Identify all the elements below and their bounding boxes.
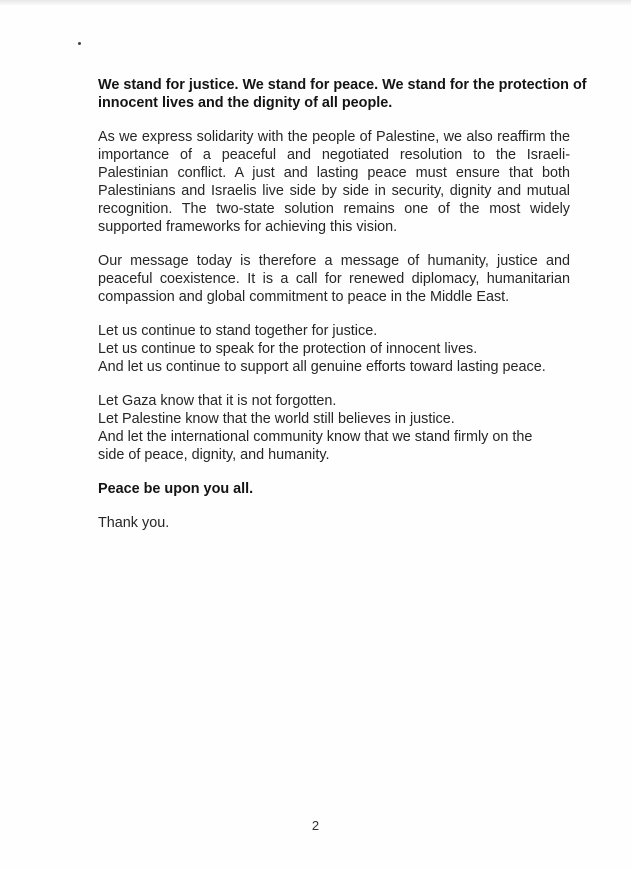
paragraph-line: peaceful coexistence. It is a call for renewed diplomacy, humanitarian [98, 271, 570, 287]
paragraph-line: side of peace, dignity, and humanity. [98, 447, 330, 463]
paragraph-line: compassion and global commitment to peace in the Middle East. [98, 289, 510, 305]
paragraph-message [98, 252, 570, 306]
paragraph-line: Let Gaza know that it is not forgotten. [98, 393, 337, 409]
paragraph-line: As we express solidarity with the people of Palestine, we also reaffirm the [98, 129, 570, 145]
closing-thanks [98, 514, 570, 532]
paragraph-line: Palestinian conflict. A just and lasting peace must ensure that both [98, 165, 570, 181]
paragraph-continue [98, 322, 570, 376]
paragraph-solidarity [98, 128, 570, 236]
paragraph-line: importance of a peaceful and negotiated resolution to the Israeli- [98, 147, 570, 163]
paragraph-line: And let the international community know that we stand firmly on the [98, 429, 533, 445]
paragraph-line: Our message today is therefore a message of humanity, justice and [98, 253, 570, 269]
closing-thanks-text: Thank you. [98, 515, 170, 531]
document-body [98, 76, 587, 548]
paragraph-line: And let us continue to support all genuine efforts toward lasting peace. [98, 359, 546, 375]
paragraph-line: Palestinians and Israelis live side by side in security, dignity and mutual [98, 183, 570, 199]
intro-heading-line: We stand for justice. We stand for peace. We stand for the protection of [98, 77, 587, 93]
paragraph-line: Let Palestine know that the world still believes in justice. [98, 411, 455, 427]
scan-top-edge [0, 0, 631, 6]
paragraph-line: recognition. The two-state solution remains one of the most widely [98, 201, 570, 217]
intro-heading-line: innocent lives and the dignity of all people. [98, 95, 393, 111]
scan-speck [78, 42, 81, 45]
closing-blessing-text: Peace be upon you all. [98, 481, 254, 497]
paragraph-line: supported frameworks for achieving this vision. [98, 219, 398, 235]
paragraph-gaza [98, 392, 570, 464]
closing-blessing [98, 480, 570, 498]
paragraph-line: Let us continue to stand together for justice. [98, 323, 378, 339]
intro-heading [98, 76, 587, 112]
paragraph-line: Let us continue to speak for the protection of innocent lives. [98, 341, 478, 357]
page-number: 2 [311, 818, 320, 833]
